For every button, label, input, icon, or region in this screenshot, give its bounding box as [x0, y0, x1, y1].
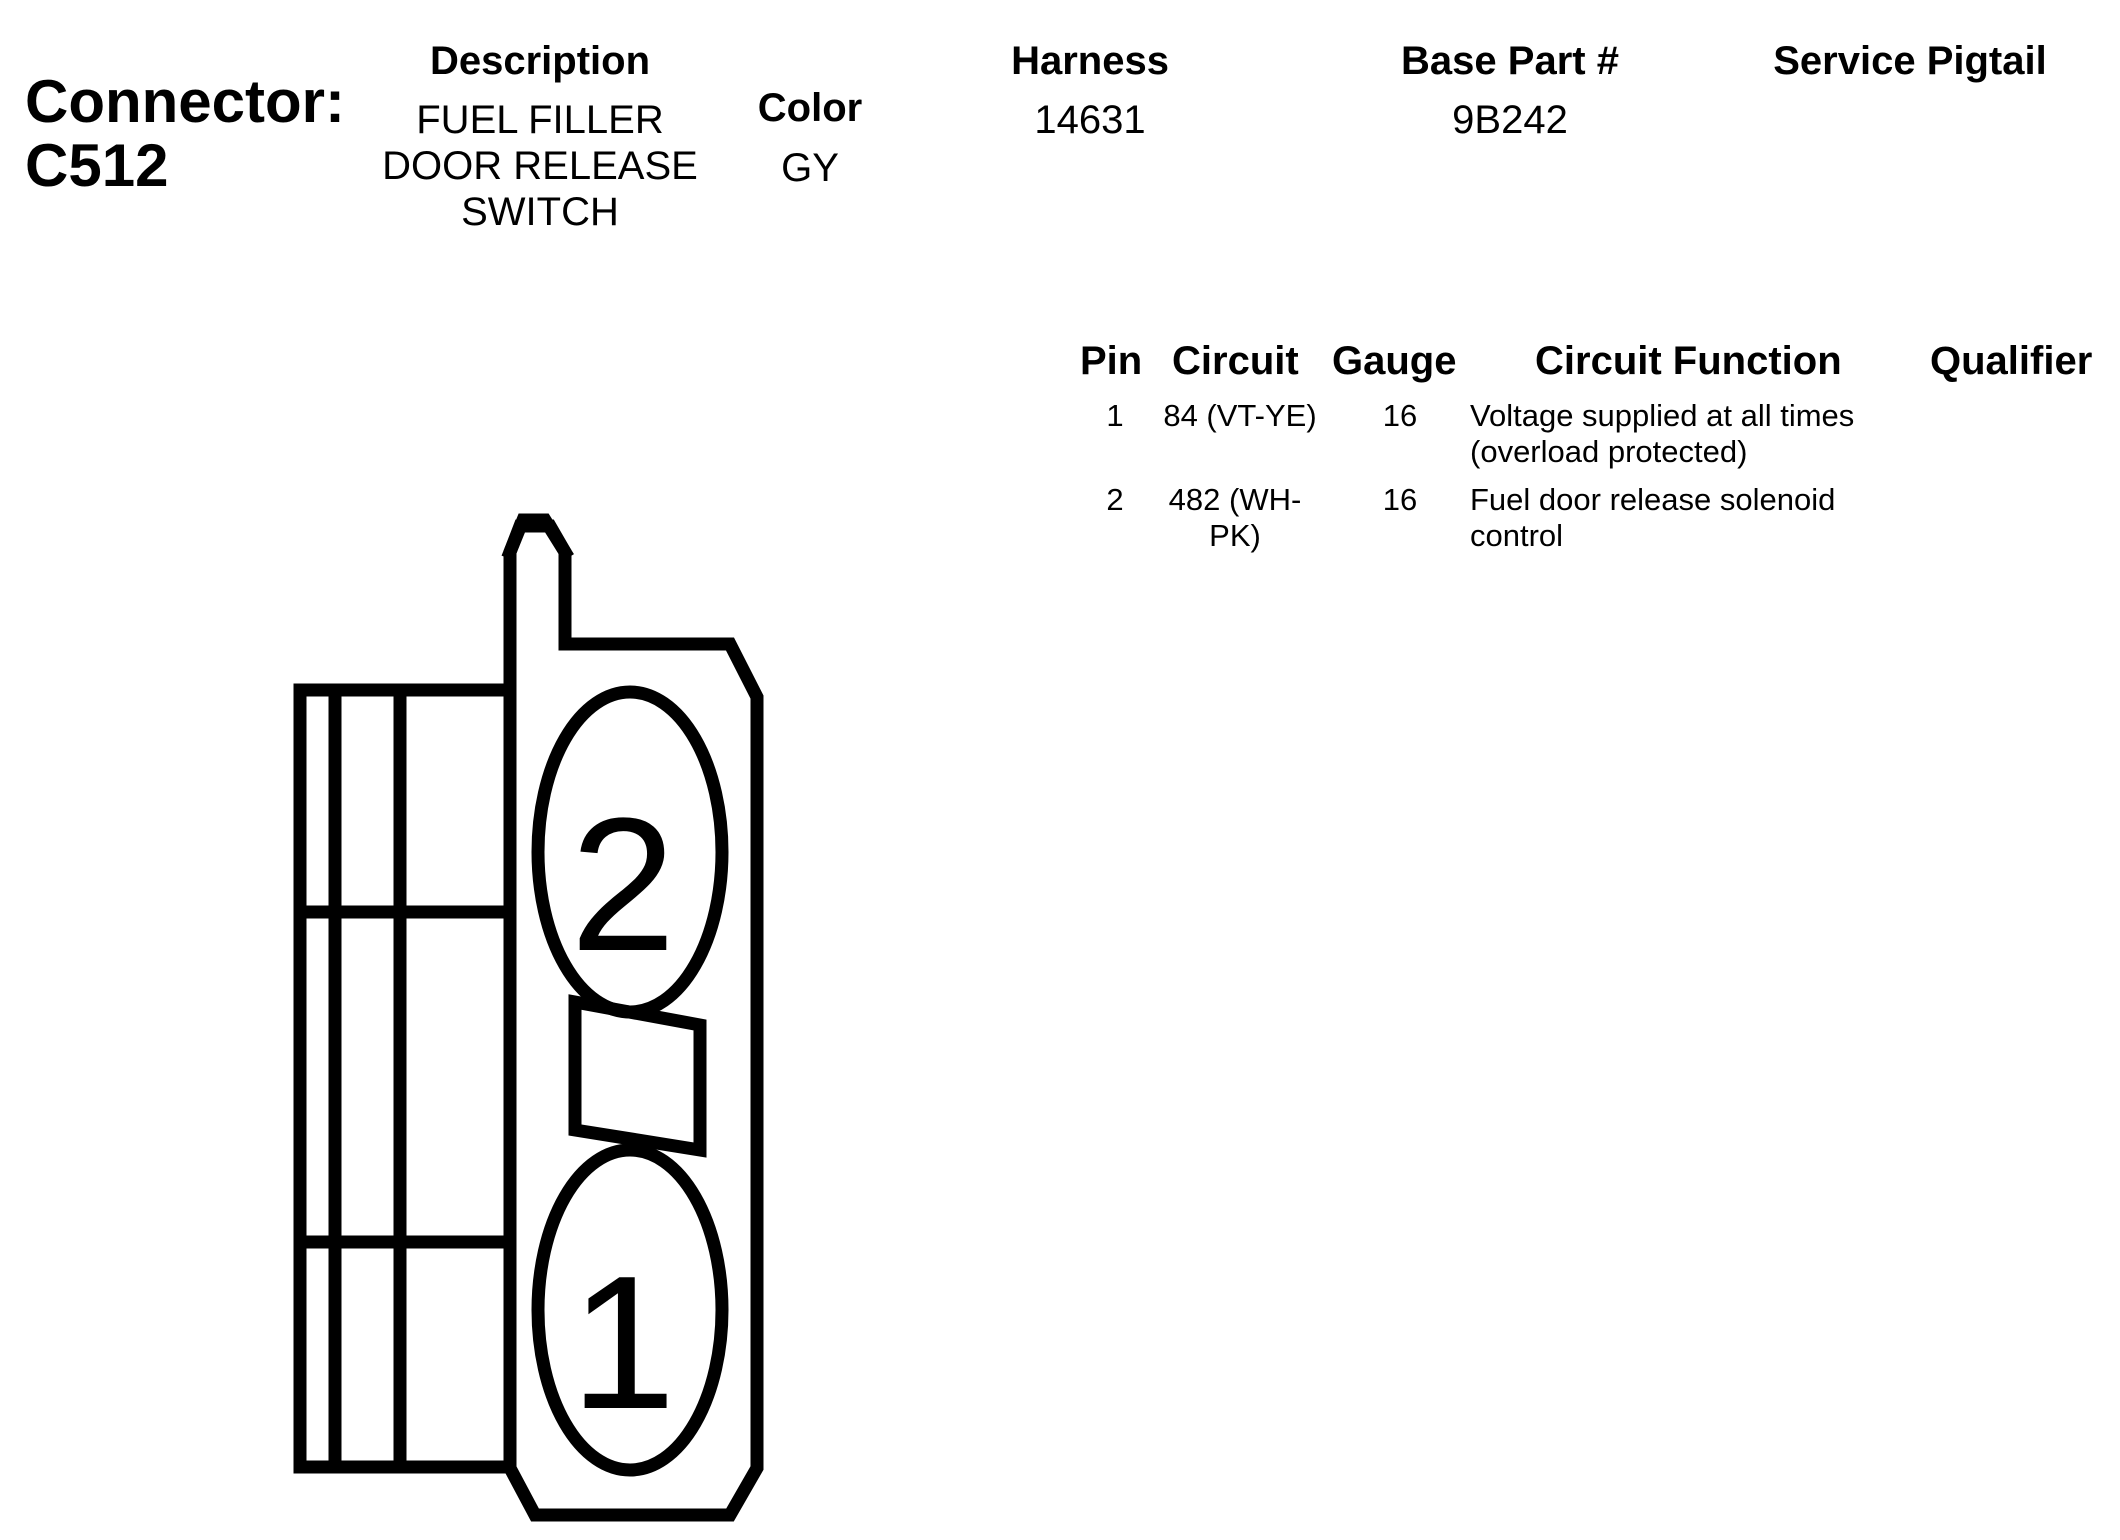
description-label: Description	[429, 39, 651, 83]
col-qualifier: Qualifier	[1930, 339, 2093, 383]
base-part-label: Base Part #	[1401, 39, 1619, 83]
connector-label: Connector:	[25, 68, 345, 135]
row-2-function: Fuel door release solenoid control	[1470, 482, 1836, 553]
col-pin: Pin	[1080, 339, 1143, 383]
row-2-circuit: 482 (WH-PK)	[1168, 482, 1302, 553]
row-2-gauge: 16	[1382, 482, 1418, 517]
row-1-gauge: 16	[1382, 398, 1418, 433]
color-label: Color	[757, 86, 863, 130]
col-circuit: Circuit	[1172, 339, 1299, 383]
color-value: GY	[781, 146, 839, 190]
pin-1-label: 1	[570, 1237, 676, 1449]
harness-value: 14631	[1034, 98, 1146, 142]
col-circuit-function: Circuit Function	[1535, 339, 1842, 383]
base-part-value: 9B242	[1452, 98, 1568, 142]
row-1-function: Voltage supplied at all times (overload protected)	[1470, 398, 1855, 469]
pin-2-label: 2	[570, 779, 676, 991]
description-value: FUEL FILLER DOOR RELEASE SWITCH	[382, 98, 698, 234]
service-pigtail-label: Service Pigtail	[1773, 39, 2047, 83]
connector-id: C512	[25, 132, 169, 199]
connector-key	[575, 1002, 700, 1150]
row-2-pin: 2	[1106, 482, 1124, 517]
row-1-circuit: 84 (VT-YE)	[1163, 398, 1317, 433]
row-1-pin: 1	[1106, 398, 1124, 433]
harness-label: Harness	[1011, 39, 1169, 83]
col-gauge: Gauge	[1332, 339, 1457, 383]
